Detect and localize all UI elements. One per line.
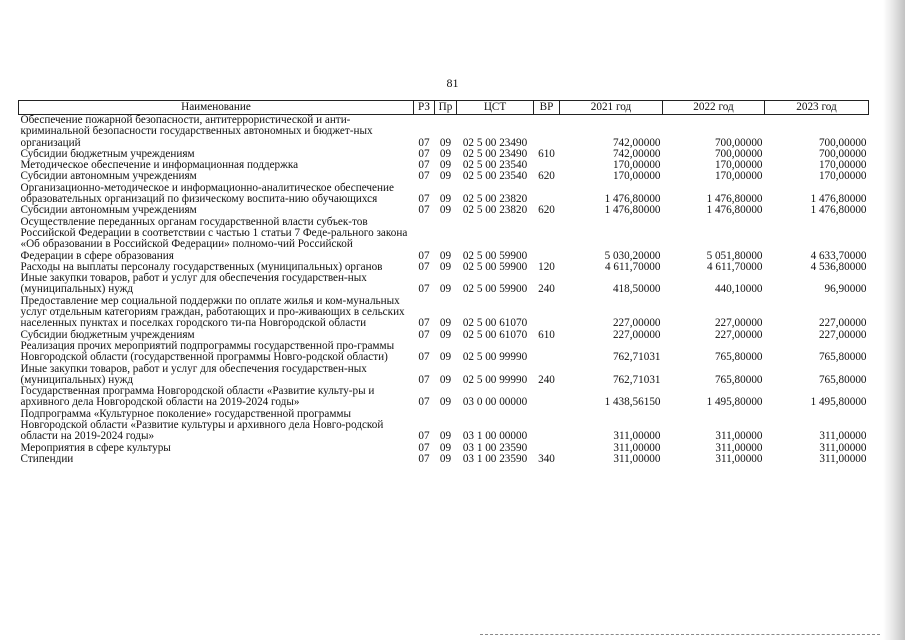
row-pr: 09 <box>439 328 452 341</box>
table-row <box>19 296 869 330</box>
row-2023: 170,00000 <box>818 170 867 183</box>
row-2021: 227,00000 <box>612 317 661 330</box>
table-row <box>19 341 869 364</box>
scan-bottom-line <box>480 634 880 636</box>
row-pr: 09 <box>439 396 452 409</box>
row-rz: 07 <box>418 193 430 206</box>
row-2022: 227,00000 <box>714 328 763 341</box>
header-cst: ЦСТ <box>457 101 534 115</box>
header-rz: РЗ <box>414 101 435 115</box>
row-2021: 762,71031 <box>612 373 661 386</box>
row-2021: 311,00000 <box>613 430 661 443</box>
row-2022: 311,00000 <box>715 441 763 454</box>
row-cst: 02 5 00 23540 <box>462 170 528 183</box>
header-2023: 2023 год <box>765 101 869 115</box>
row-pr: 09 <box>439 249 452 262</box>
row-pr: 09 <box>439 159 452 172</box>
row-cst: 02 5 00 61070 <box>462 328 528 341</box>
row-name: Организационно-методическое и информационно-аналитическое обеспечение образовательных организаций по физическому воспита-нию обучающихся <box>20 181 394 206</box>
row-2022: 4 611,70000 <box>706 260 763 273</box>
row-2022: 700,00000 <box>714 136 763 149</box>
row-2021: 311,00000 <box>613 452 661 465</box>
row-pr: 09 <box>439 452 452 465</box>
budget-table <box>18 100 869 465</box>
row-vr <box>534 386 560 409</box>
row-2023: 1 476,80000 <box>810 204 867 217</box>
row-2023: 227,00000 <box>818 317 867 330</box>
row-vr <box>534 341 560 364</box>
row-rz: 07 <box>418 159 430 172</box>
row-pr: 09 <box>439 351 452 364</box>
table-row <box>19 273 869 296</box>
row-2022: 700,00000 <box>714 147 763 160</box>
table-row <box>19 183 869 206</box>
row-rz: 07 <box>418 260 430 273</box>
row-name: Субсидии автономным учреждениям <box>20 204 197 217</box>
row-rz: 07 <box>418 430 430 443</box>
table-row <box>19 217 869 262</box>
row-pr: 09 <box>439 136 452 149</box>
row-rz: 07 <box>418 351 430 364</box>
row-2022: 1 495,80000 <box>706 396 763 409</box>
row-vr <box>534 296 560 330</box>
row-pr: 09 <box>439 193 452 206</box>
row-name: Субсидии бюджетным учреждениям <box>20 328 195 341</box>
row-cst: 03 1 00 00000 <box>462 430 528 443</box>
row-2023: 700,00000 <box>818 147 867 160</box>
row-name: Реализация прочих мероприятий подпрограммы государственной про-граммы Новгородской области (государственной программы Новго-родской области) <box>20 339 395 364</box>
row-2023: 700,00000 <box>818 136 867 149</box>
table-row <box>19 454 869 465</box>
table-header-row <box>19 101 869 115</box>
row-2021: 227,00000 <box>612 328 661 341</box>
row-2023: 311,00000 <box>819 430 867 443</box>
row-name: Подпрограмма «Культурное поколение» государственной программы Новгородской области «Развитие культуры и архивного дела Новго-родской области на 2019-2024 годы» <box>20 407 384 443</box>
row-rz: 07 <box>418 249 430 262</box>
row-cst: 02 5 00 23540 <box>462 159 528 172</box>
table-row <box>19 115 869 149</box>
row-2023: 4 633,70000 <box>810 249 867 262</box>
row-name: Государственная программа Новгородской области «Развитие культу-ры и архивного дела Новгородской области на 2019-2024 годы» <box>20 385 375 409</box>
row-2023: 311,00000 <box>819 452 867 465</box>
row-2021: 742,00000 <box>612 136 661 149</box>
row-2023: 311,00000 <box>819 441 867 454</box>
row-vr: 620 <box>538 204 555 217</box>
row-cst: 02 5 00 59900 <box>462 283 528 296</box>
table-row <box>19 409 869 443</box>
row-cst: 02 5 00 23820 <box>462 193 528 206</box>
row-vr: 620 <box>538 170 555 183</box>
row-2022: 1 476,80000 <box>706 193 763 206</box>
row-2022: 5 051,80000 <box>706 249 763 262</box>
row-pr: 09 <box>439 204 452 217</box>
row-cst: 02 5 00 23820 <box>462 204 528 217</box>
row-vr: 240 <box>538 283 555 296</box>
row-2023: 4 536,80000 <box>810 260 867 273</box>
row-rz: 07 <box>418 283 430 296</box>
row-cst: 02 5 00 99990 <box>462 351 528 364</box>
page-number: 81 <box>446 76 459 90</box>
row-2021: 170,00000 <box>612 159 661 172</box>
row-name: Иные закупки товаров, работ и услуг для обеспечения государствен-ных (муниципальных) нужд <box>20 362 367 386</box>
header-pr: Пр <box>435 101 457 115</box>
row-cst: 02 5 00 99990 <box>462 373 528 386</box>
row-vr: 610 <box>538 147 555 160</box>
row-cst: 03 0 00 00000 <box>462 396 528 409</box>
row-2021: 1 438,56150 <box>604 396 661 409</box>
row-name: Методическое обеспечение и информационная поддержка <box>20 159 299 172</box>
row-2022: 170,00000 <box>714 170 763 183</box>
row-cst: 03 1 00 23590 <box>462 452 528 465</box>
row-rz: 07 <box>418 204 430 217</box>
row-vr: 240 <box>538 373 555 386</box>
table-row <box>19 205 869 216</box>
row-pr: 09 <box>439 170 452 183</box>
row-2021: 4 611,70000 <box>604 260 661 273</box>
row-name: Мероприятия в сфере культуры <box>20 441 171 454</box>
row-2021: 5 030,20000 <box>604 249 661 262</box>
row-vr <box>534 115 560 149</box>
row-pr: 09 <box>439 147 452 160</box>
row-rz: 07 <box>418 147 430 160</box>
header-2022: 2022 год <box>663 101 765 115</box>
row-vr: 120 <box>538 260 555 273</box>
row-2022: 440,10000 <box>714 283 763 296</box>
row-2022: 765,80000 <box>714 351 763 364</box>
row-name: Субсидии бюджетным учреждениям <box>20 147 195 160</box>
row-2022: 311,00000 <box>715 430 763 443</box>
row-pr: 09 <box>439 441 452 454</box>
row-2022: 765,80000 <box>714 373 763 386</box>
row-rz: 07 <box>418 396 430 409</box>
row-2023: 765,80000 <box>818 351 867 364</box>
row-pr: 09 <box>439 430 452 443</box>
row-name: Субсидии автономным учреждениям <box>20 170 197 183</box>
row-2023: 170,00000 <box>818 159 867 172</box>
row-2023: 765,80000 <box>818 373 867 386</box>
row-rz: 07 <box>418 136 430 149</box>
row-2022: 170,00000 <box>714 159 763 172</box>
row-2021: 1 476,80000 <box>604 193 661 206</box>
row-2021: 311,00000 <box>613 441 661 454</box>
row-vr <box>534 217 560 262</box>
row-cst: 02 5 00 61070 <box>462 317 528 330</box>
row-2021: 742,00000 <box>612 147 661 160</box>
row-2023: 1 495,80000 <box>810 396 867 409</box>
row-2021: 1 476,80000 <box>604 204 661 217</box>
header-2021: 2021 год <box>560 101 663 115</box>
row-rz: 07 <box>418 452 430 465</box>
row-2023: 1 476,80000 <box>810 193 867 206</box>
row-2022: 311,00000 <box>715 452 763 465</box>
header-name: Наименование <box>19 101 414 115</box>
row-name: Осуществление переданных органам государственной власти субъек-тов Российской Федерации в соответствии с частью 1 статьи 7 Феде-рального закона «Об образовании в Российской Федерации» полномо-чий Российской Федерации в сфере образования <box>20 215 408 262</box>
row-2021: 762,71031 <box>612 351 661 364</box>
scan-edge-shadow <box>883 0 905 640</box>
table-body <box>19 115 869 466</box>
row-pr: 09 <box>439 283 452 296</box>
row-name: Предоставление мер социальной поддержки по оплате жилья и ком-мунальных услуг отдельным категориям граждан, работающих и про-живающих в сельских населенных пунктах и поселках городского ти-па Новгородской области <box>20 294 405 330</box>
row-name: Обеспечение пожарной безопасности, антитеррористической и анти-криминальной безопасности государственных автономных и бюджет-ных организаций <box>20 114 373 149</box>
row-cst: 02 5 00 59900 <box>462 260 528 273</box>
row-rz: 07 <box>418 170 430 183</box>
row-vr <box>534 409 560 443</box>
row-vr <box>534 183 560 206</box>
row-pr: 09 <box>439 260 452 273</box>
header-vr: ВР <box>534 101 560 115</box>
row-2021: 170,00000 <box>612 170 661 183</box>
row-cst: 03 1 00 23590 <box>462 441 528 454</box>
row-2023: 227,00000 <box>818 328 867 341</box>
row-vr: 610 <box>538 328 555 341</box>
row-pr: 09 <box>439 317 452 330</box>
row-pr: 09 <box>439 373 452 386</box>
row-name: Стипендии <box>20 452 74 465</box>
row-2023: 96,90000 <box>824 283 867 296</box>
row-cst: 02 5 00 23490 <box>462 136 528 149</box>
row-cst: 02 5 00 59900 <box>462 249 528 262</box>
row-rz: 07 <box>418 317 430 330</box>
row-vr: 340 <box>538 452 555 465</box>
row-rz: 07 <box>418 373 430 386</box>
row-rz: 07 <box>418 328 430 341</box>
row-name: Иные закупки товаров, работ и услуг для обеспечения государствен-ных (муниципальных) нужд <box>20 272 367 296</box>
row-2021: 418,50000 <box>612 283 661 296</box>
row-name: Расходы на выплаты персоналу государственных (муниципальных) органов <box>20 260 383 273</box>
table-row <box>19 386 869 409</box>
table-row <box>19 364 869 387</box>
row-cst: 02 5 00 23490 <box>462 147 528 160</box>
row-2022: 1 476,80000 <box>706 204 763 217</box>
row-2022: 227,00000 <box>714 317 763 330</box>
row-rz: 07 <box>418 441 430 454</box>
